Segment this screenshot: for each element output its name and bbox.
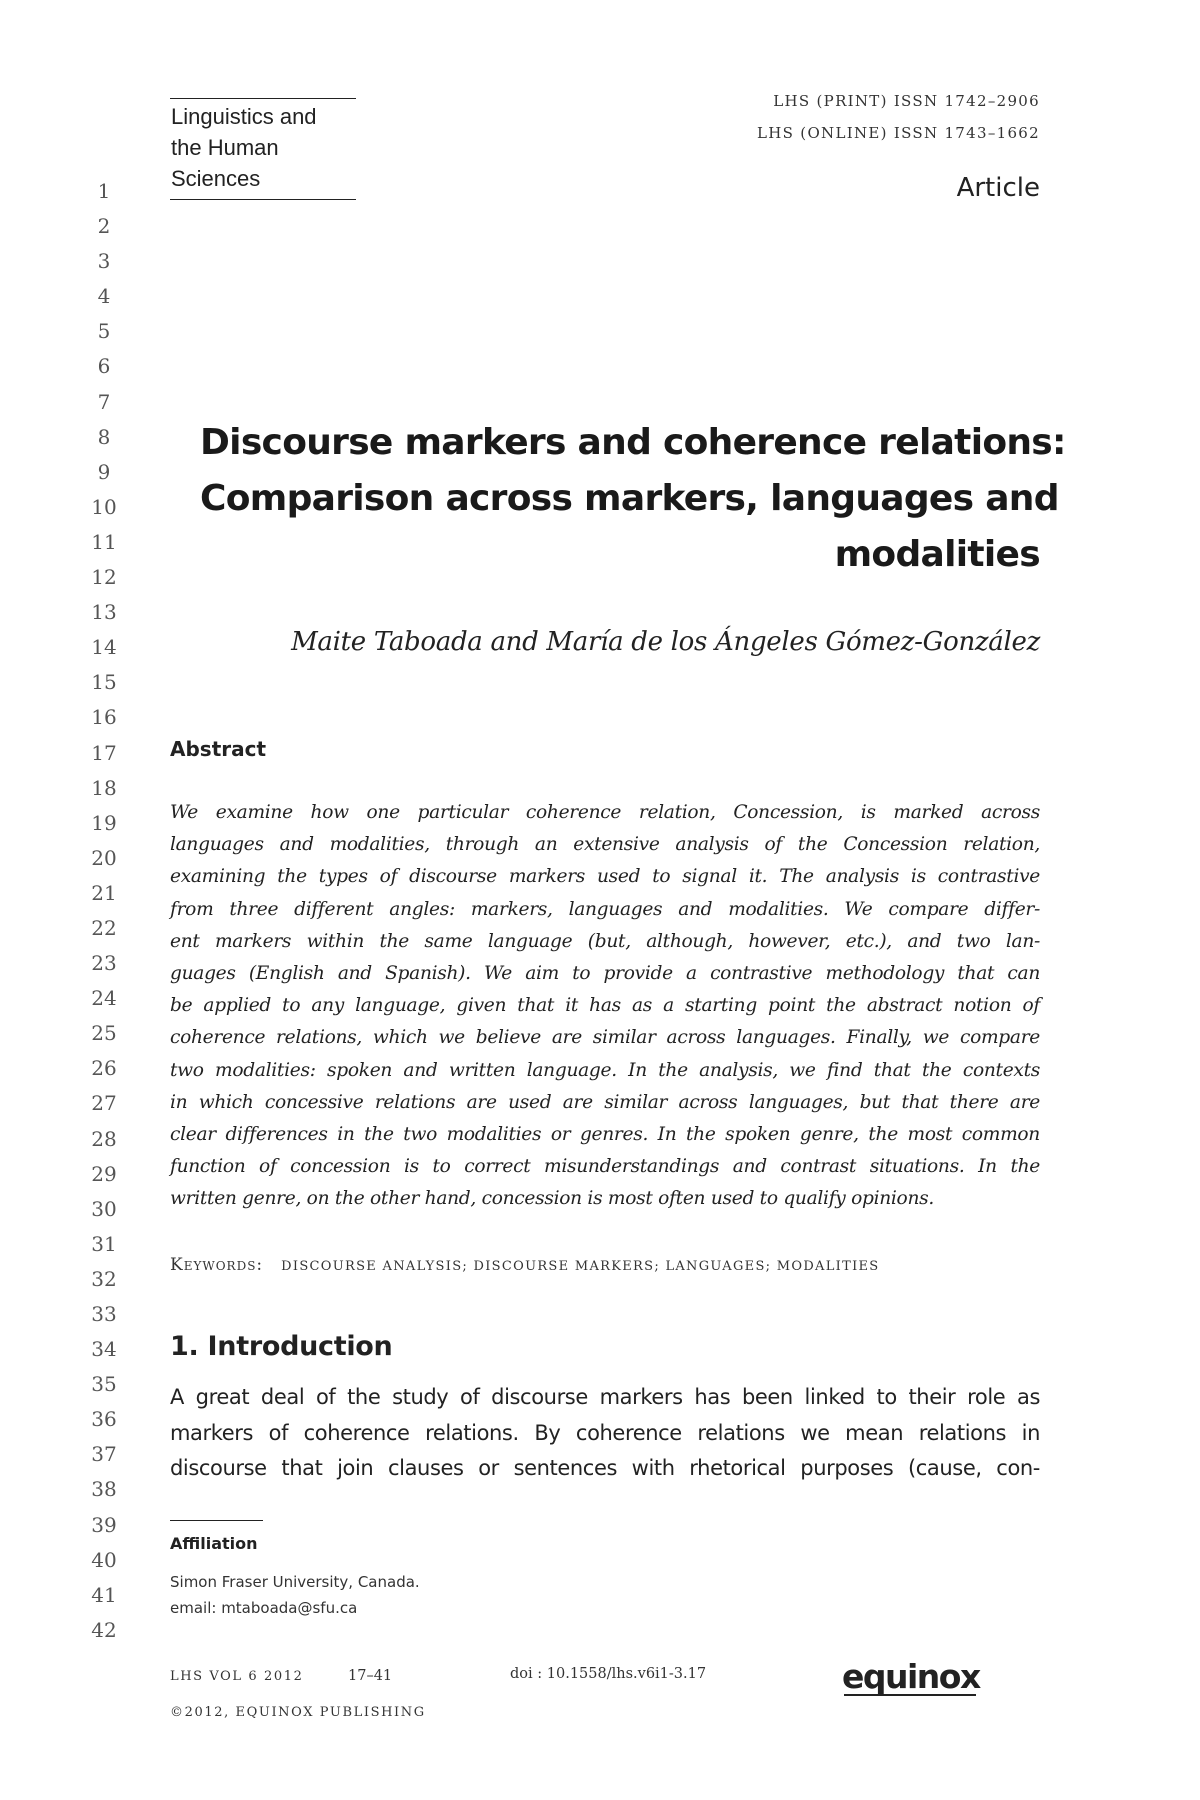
line-number: 1 [97, 179, 111, 203]
line-number: 7 [97, 389, 111, 414]
line-number: 8 [97, 424, 111, 449]
abstract-line: from three different angles: markers, languages and modalities. We compare differ- [170, 898, 1040, 920]
introduction-line: discourse that join clauses or sentences with rhetorical purposes (cause, con- [170, 1456, 1040, 1480]
line-number: 28 [91, 1126, 117, 1151]
abstract-line: languages and modalities, through an extensive analysis of the Concession relation, [170, 834, 1040, 856]
line-number: 18 [91, 775, 117, 800]
line-number: 21 [91, 880, 117, 905]
introduction-body [170, 1380, 1040, 1487]
abstract-line: examining the types of discourse markers used to signal it. The analysis is contrastive [170, 866, 1040, 888]
keywords [170, 1255, 880, 1275]
abstract-line: be applied to any language, given that it has as a starting point the abstract notion of [170, 995, 1040, 1017]
line-number: 14 [91, 635, 117, 660]
line-number: 37 [91, 1442, 117, 1467]
journal-name-top-rule [170, 98, 356, 99]
title-line: Discourse markers and coherence relations: [200, 422, 1066, 463]
line-number: 42 [91, 1617, 117, 1642]
footer-pages: 17–41 [348, 1668, 393, 1684]
abstract-line: guages (English and Spanish). We aim to provide a contrastive methodology that can [170, 963, 1040, 985]
line-number: 29 [91, 1161, 117, 1186]
abstract-line: ent markers within the same language (but, although, however, etc.), and two lan- [170, 930, 1040, 952]
keywords-label: Keywords: [170, 1255, 264, 1275]
line-number: 5 [97, 319, 111, 344]
line-number: 11 [91, 529, 117, 554]
journal-name-bottom-rule [170, 199, 356, 200]
paper-title [200, 415, 1066, 583]
journal-name-line: Linguistics and [171, 104, 317, 129]
article-type-label: Article [956, 173, 1040, 203]
footer-copyright: ©2012, EQUINOX PUBLISHING [170, 1705, 426, 1720]
introduction-line: A great deal of the study of discourse markers has been linked to their role as [170, 1385, 1040, 1409]
line-number: 2 [97, 214, 111, 239]
abstract-body [170, 797, 1040, 1216]
abstract-line: function of concession is to correct misunderstandings and contrast situations. In the [170, 1156, 1040, 1178]
line-number: 30 [91, 1196, 117, 1221]
line-number: 34 [91, 1337, 117, 1362]
affiliation-heading: Affiliation [170, 1534, 258, 1553]
affiliation-email: email: mtaboada@sfu.ca [170, 1599, 358, 1617]
introduction-line: markers of coherence relations. By coherence relations we mean relations in [170, 1420, 1040, 1445]
affiliation-rule [170, 1520, 263, 1521]
line-number: 3 [97, 249, 111, 274]
line-number: 35 [91, 1372, 117, 1397]
line-number: 4 [97, 284, 111, 309]
introduction-heading: 1. Introduction [170, 1331, 393, 1362]
line-number: 20 [91, 845, 117, 870]
line-number: 36 [91, 1407, 117, 1432]
abstract-line: in which concessive relations are used are similar across languages, but that there are [170, 1091, 1040, 1113]
journal-name [171, 101, 371, 194]
line-number: 22 [91, 915, 117, 940]
abstract-line: coherence relations, which we believe are similar across languages. Finally, we compare [170, 1027, 1040, 1049]
publisher-logo [842, 1657, 980, 1696]
line-number: 16 [91, 705, 117, 730]
title-line: Comparison across markers, languages and [200, 478, 1059, 519]
line-number: 25 [91, 1021, 117, 1046]
line-number: 9 [97, 459, 111, 484]
title-line: modalities [834, 534, 1040, 575]
line-number: 17 [91, 740, 117, 765]
line-number: 41 [91, 1582, 117, 1607]
issn-print: LHS (PRINT) ISSN 1742–2906 [773, 92, 1040, 110]
publisher-logo-text: equinox [842, 1657, 980, 1696]
line-number: 38 [91, 1477, 117, 1502]
line-numbers [84, 174, 124, 1648]
line-number: 23 [91, 951, 117, 976]
footer-volume: LHS VOL 6 2012 [170, 1669, 304, 1684]
abstract-line: We examine how one particular coherence relation, Concession, is marked across [170, 802, 1040, 823]
abstract-heading: Abstract [170, 737, 267, 761]
line-number: 24 [91, 986, 117, 1011]
line-number: 12 [91, 565, 117, 590]
line-number: 26 [91, 1056, 117, 1081]
line-number: 13 [91, 600, 117, 625]
line-number: 32 [91, 1266, 117, 1291]
publisher-logo-underline [844, 1694, 976, 1696]
keywords-list: DISCOURSE ANALYSIS; DISCOURSE MARKERS; LANGUAGES; MODALITIES [281, 1259, 880, 1274]
line-number: 27 [91, 1091, 117, 1116]
journal-name-line: Sciences [171, 166, 261, 191]
line-number: 10 [91, 494, 117, 519]
line-number: 40 [91, 1547, 117, 1572]
abstract-line: clear differences in the two modalities or genres. In the spoken genre, the most common [170, 1124, 1040, 1146]
footer-doi: doi : 10.1558/lhs.v6i1-3.17 [510, 1666, 707, 1682]
abstract-line: written genre, on the other hand, concession is most often used to qualify opinions. [170, 1188, 934, 1210]
author-list: Maite Taboada and María de los Ángeles Gómez-González [291, 627, 1040, 657]
line-number: 33 [91, 1302, 117, 1326]
line-number: 6 [97, 354, 111, 379]
line-number: 31 [91, 1231, 117, 1256]
abstract-line: two modalities: spoken and written language. In the analysis, we find that the contexts [170, 1059, 1040, 1081]
affiliation-institution: Simon Fraser University, Canada. [170, 1573, 420, 1591]
journal-name-line: the Human [171, 135, 279, 160]
line-number: 39 [91, 1512, 117, 1537]
line-number: 19 [91, 810, 117, 835]
issn-online: LHS (ONLINE) ISSN 1743–1662 [757, 124, 1040, 142]
line-number: 15 [91, 670, 117, 695]
